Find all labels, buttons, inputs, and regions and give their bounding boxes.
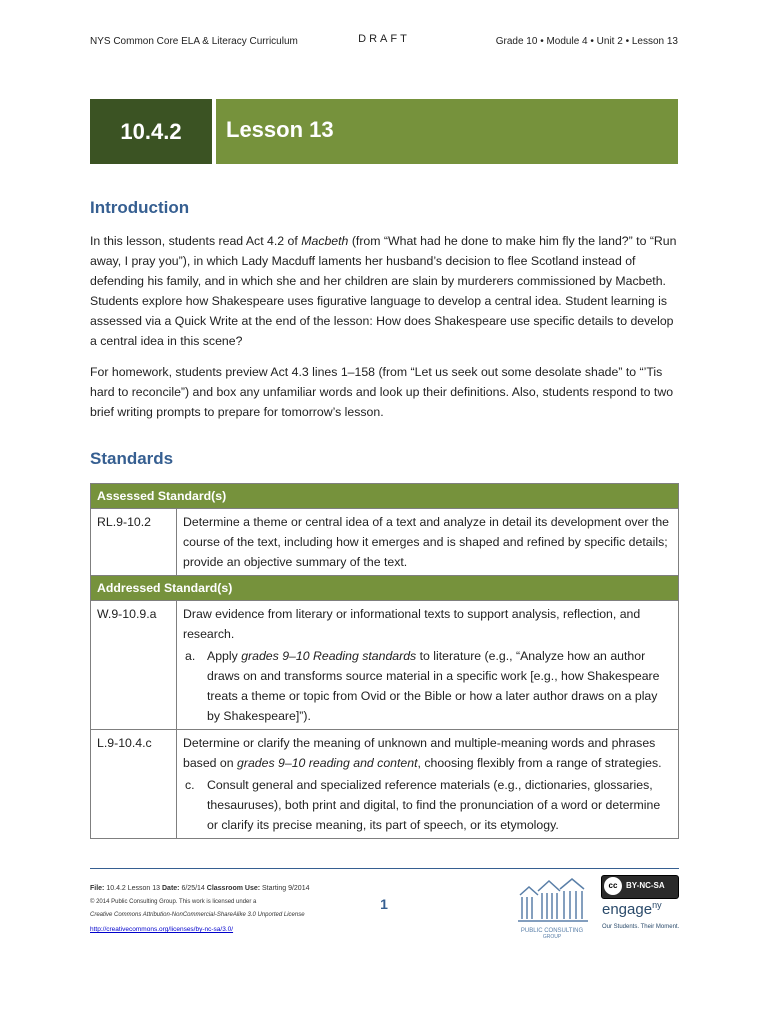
pcg-logo [516, 875, 594, 941]
standard-code: W.9-10.9.a [91, 601, 177, 730]
standard-text: Determine a theme or central idea of a text and analyze in detail its development over the course of the text, including how it emerges and is shaped and refined by specific details; provide an objective summary of the text. [177, 509, 679, 576]
standard-code: L.9-10.4.c [91, 730, 177, 839]
standards-table [90, 483, 679, 839]
intro-paragraph-1: In this lesson, students read Act 4.2 of Macbeth (from “What had he done to make him fly the land?” to “Run away, I pray you”), in which Lady Macduff laments her husband’s decision to flee Scotland instead of defending his family, and in which she and her children are slain by murderers commissioned by Macbeth. Students explore how Shakespeare uses figurative language to develop a central idea. Student learning is assessed via a Quick Write at the end of the lesson: How does Shakespeare use specific details to develop a central idea in this scene? [90, 234, 677, 348]
lesson-banner [90, 99, 678, 164]
standards-heading: Standards [90, 449, 174, 468]
engageny-tagline: Our Students. Their Moment. [602, 924, 680, 930]
table-row [91, 730, 679, 839]
footer-divider [90, 868, 679, 869]
pcg-group: GROUP [542, 934, 562, 940]
addressed-header-row: Addressed Standard(s) [91, 576, 679, 601]
cc-license-badge [601, 875, 679, 899]
engageny-logo: engage$^{ny}$ [602, 900, 662, 918]
intro-paragraph-2: For homework, students preview Act 4.3 lines 1–158 (from “Let us seek out some desolate shade” to “’Tis hard to reconcile”) and box any unfamiliar words and look up their definitions. Also, students respond to two brief writing prompts to prepare for tomorrow’s lesson. [90, 365, 674, 419]
header-curriculum: NYS Common Core ELA & Literacy Curriculum [90, 36, 298, 47]
sub-standard: c. Consult general and specialized reference materials (e.g., dictionaries, glossaries, thesauruses), both print and digital, to find the pronunciation of a word or determine or clarify its precise meaning, its part of speech, or its etymology. [185, 778, 661, 832]
lesson-number: 10.4.2 [90, 99, 212, 164]
standard-code: RL.9-10.2 [91, 509, 177, 576]
lesson-title: Lesson 13 [216, 99, 678, 164]
pcg-name: PUBLIC CONSULTING [520, 928, 584, 934]
sub-standard: a. Apply grades 9–10 Reading standards to literature (e.g., “Analyze how an author draws on and transforms source material in a specific work [e.g., how Shakespeare treats a theme or topic from Ovid or the Bible or how a later author draws on a play by Shakespeare]”). [185, 649, 660, 723]
header-draft: DRAFT [358, 33, 410, 45]
pcg-columns-icon [516, 875, 594, 923]
header-lesson-path: Grade 10 • Module 4 • Unit 2 • Lesson 13 [495, 36, 678, 47]
footer-copyright: © 2014 Public Consulting Group. This work is licensed under a [90, 899, 257, 905]
introduction-heading: Introduction [90, 198, 190, 217]
license-link[interactable]: http://creativecommons.org/licenses/by-nc-sa/3.0/ [90, 926, 234, 933]
footer-license: Creative Commons Attribution-NonCommercial-ShareAlike 3.0 Unported License [90, 912, 305, 918]
assessed-header-row: Assessed Standard(s) [91, 484, 679, 509]
standard-text: Draw evidence from literary or informational texts to support analysis, reflection, and research. a. Apply grades 9–10 Reading standards to literature (e.g., “Analyze how an author draws on and transforms source material in a specific work [e.g., how Shakespeare treats a theme or topic from Ovid or the Bible or how a later author draws on a play by Shakespeare]”). [177, 601, 679, 730]
table-row [91, 509, 679, 576]
creative-commons-icon: cc [604, 877, 622, 895]
footer-file-info: File: 10.4.2 Lesson 13 Date: 6/25/14 Classroom Use: Starting 9/2014 [90, 885, 310, 892]
page-number: 1 [380, 896, 388, 912]
table-row [91, 601, 679, 730]
cc-badge-text: BY-NC-SA [626, 881, 665, 890]
standard-text: Determine or clarify the meaning of unknown and multiple-meaning words and phrases based on grades 9–10 reading and content, choosing flexibly from a range of strategies. c. Consult general and specialized reference materials (e.g., dictionaries, glossaries, thesauruses), both print and digital, to find the pronunciation of a word or determine or clarify its precise meaning, its part of speech, or its etymology. [177, 730, 679, 839]
